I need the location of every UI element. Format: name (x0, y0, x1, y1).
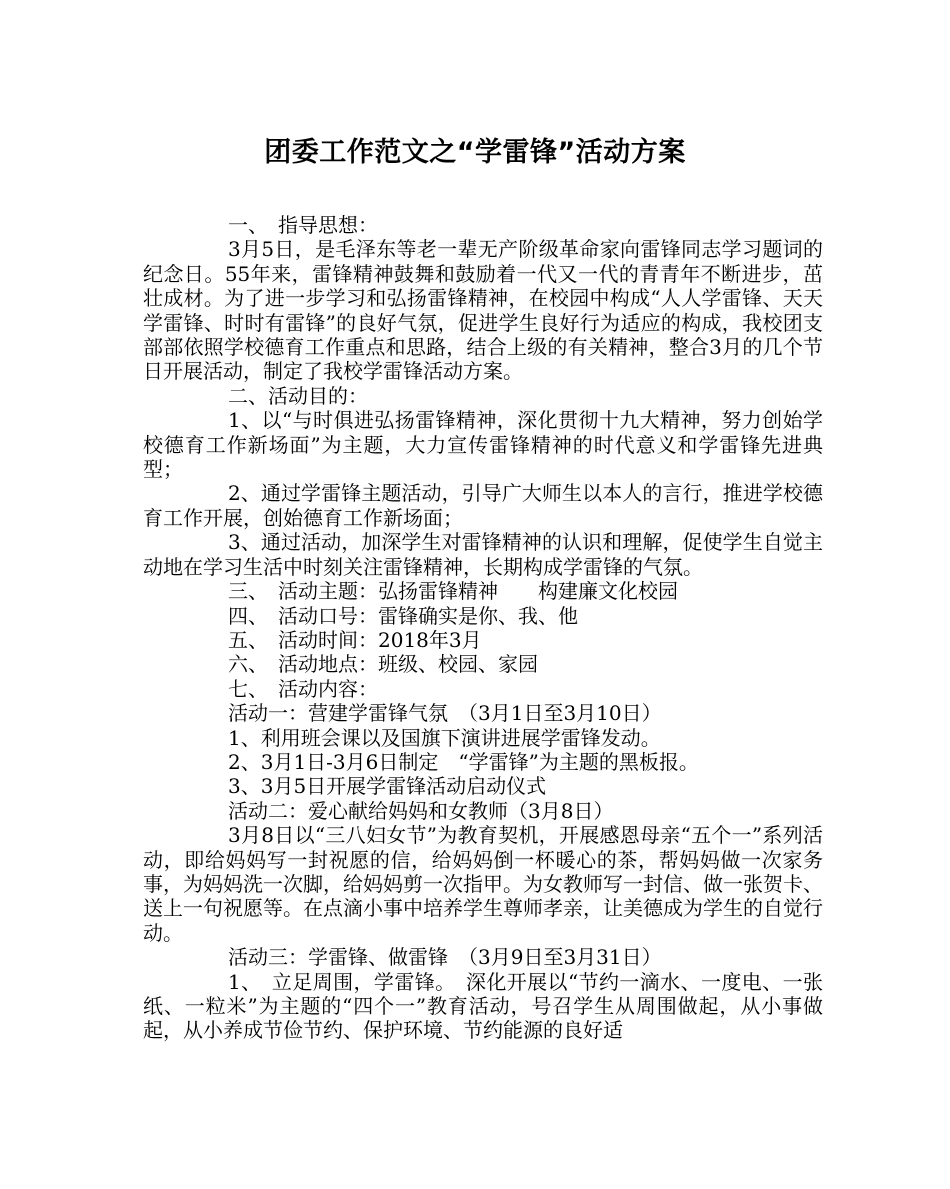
document-title: 团委工作范文之“学雷锋”活动方案 (264, 137, 686, 168)
purpose-item-1: 1、以“与时俱进弘扬雷锋精神，深化贯彻十九大精神，努力创始学校德育工作新场面”为主题，大力宣传雷锋精神的时代意义和学雷锋先进典型； (143, 408, 823, 482)
activity-slogan: 四、 活动口号：雷锋确实是你、我、他 (228, 603, 578, 628)
activity-location: 六、 活动地点：班级、校园、家园 (228, 652, 538, 677)
activity-theme: 三、 活动主题：弘扬雷锋精神 构建廉文化校园 (228, 579, 678, 604)
activity-one-item-3: 3、3月5日开展学雷锋活动启动仪式 (228, 774, 547, 799)
document-body (143, 213, 823, 1043)
heading-guiding-thought: 一、 指导思想： (228, 213, 378, 237)
purpose-item-2: 2、通过学雷锋主题活动，引导广大师生以本人的言行，推进学校德育工作开展，创始德育工作新场面； (143, 481, 823, 530)
activity-time: 五、 活动时间：2018年3月 (228, 627, 482, 652)
purpose-item-3: 3、通过活动，加深学生对雷锋精神的认识和理解，促使学生自觉主动地在学习生活中时刻关注雷锋精神，长期构成学雷锋的气氛。 (143, 530, 823, 579)
heading-activity-content: 七、 活动内容： (228, 676, 378, 701)
activity-three-heading: 活动三：学雷锋、做雷锋 （3月9日至3月31日） (228, 945, 662, 970)
activity-one-item-2: 2、3月1日-3月6日制定 “学雷锋”为主题的黑板报。 (228, 749, 699, 774)
paragraph-guiding-thought: 3月5日，是毛泽东等老一辈无产阶级革命家向雷锋同志学习题词的纪念日。55年来，雷锋精神鼓舞和鼓励着一代又一代的青青年不断进步，茁壮成材。为了进一步学习和弘扬雷锋精神，在校园中构成“人人学雷锋、天天学雷锋、时时有雷锋”的良好气氛，促进学生良好行为适应的构成，我校团支部部依照学校德育工作重点和思路，结合上级的有关精神，整合3月的几个节日开展活动，制定了我校学雷锋活动方案。 (143, 237, 823, 384)
heading-activity-purpose: 二、活动目的： (228, 383, 368, 408)
activity-one-item-1: 1、利用班会课以及国旗下演讲进展学雷锋发动。 (228, 725, 661, 750)
activity-two-paragraph: 3月8日以“三八妇女节”为教育契机，开展感恩母亲“五个一”系列活动，即给妈妈写一封祝愿的信，给妈妈倒一杯暖心的茶，帮妈妈做一次家务事，为妈妈洗一次脚，给妈妈剪一次指甲。为女教师写一封信、做一张贺卡、送上一句祝愿等。在点滴小事中培养学生尊师孝亲，让美德成为学生的自觉行动。 (143, 823, 823, 945)
activity-three-item-1: 1、 立足周围，学雷锋。 深化开展以“节约一滴水、一度电、一张纸、一粒米”为主题的“四个一”教育活动，号召学生从周围做起，从小事做起，从小养成节俭节约、保护环境、节约能源的良好适 (143, 969, 823, 1043)
activity-two-heading: 活动二：爱心献给妈妈和女教师（3月8日） (228, 798, 614, 823)
activity-one-heading: 活动一：营建学雷锋气氛 （3月1日至3月10日） (228, 701, 662, 726)
